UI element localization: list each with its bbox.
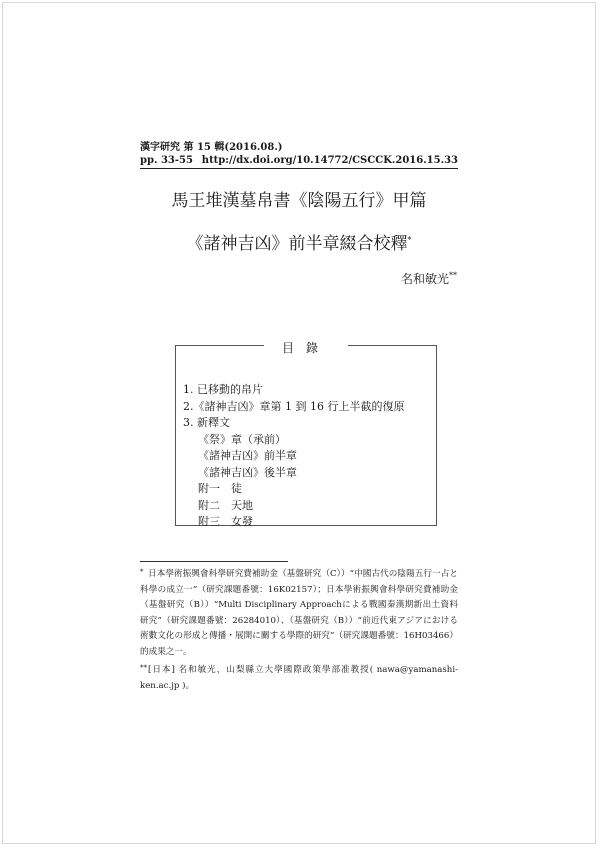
toc-subitem: 附二 天地 [198, 498, 253, 512]
title-line-1: 馬王堆漢墓帛書《陰陽五行》甲篇 [171, 191, 427, 211]
footnote-rule [140, 561, 288, 562]
toc-subitem: 《諸神吉凶》前半章 [198, 449, 297, 462]
author-name: 名和敏光 [400, 272, 449, 286]
footnote-1-mark: * [140, 568, 144, 576]
doi-link[interactable]: http://dx.doi.org/10.14772/CSCCK.2016.15.33 [201, 155, 458, 166]
toc-item: 2.《諸神吉凶》章第 1 到 16 行上半截的復原 [183, 399, 405, 413]
title-footnote-mark[interactable]: * [407, 235, 412, 245]
footnote-1-text: 日本學術振興會科學研究費補助金（基盤研究（C））“中國古代の陰陽五行一占と科學の成立一”（研究課題番號：16K02157）；日本學術振興會科學研究費補助金（基盤研究（B））“Multi Disciplinary Approachによる戰國秦漢期新出土資料研究”（研究課題番號：26284010）、（基盤研究（B））“前近代東アジアにおける術數文化の形成と傳播・展開に關する學際的研究”（研究課題番號：16H03466）的成果之一。 [140, 569, 458, 657]
page-range: pp. 33-55 [140, 155, 193, 166]
footnote-2 [140, 663, 458, 694]
toc-subitem: 附一 徒 [198, 482, 242, 495]
toc-list [183, 382, 404, 531]
footnote-2-mark: ** [140, 664, 147, 672]
toc-heading: 目錄 [264, 341, 348, 355]
toc-item: 1. 已移動的帛片 [183, 383, 263, 396]
title-line-2 [140, 233, 458, 255]
footnote-2-text: [日本] 名和敏光，山梨縣立大學國際政策學部准教授( nawa@yamanashi-ken.ac.jp )。 [140, 665, 458, 691]
author [401, 271, 457, 287]
toc-subitem: 附三 女發 [198, 515, 253, 528]
toc-subitem: 《諸神吉凶》後半章 [198, 465, 297, 479]
toc-subitem: 《祭》章（承前） [198, 432, 286, 446]
table-of-contents [175, 341, 437, 528]
footnote-1 [140, 567, 458, 660]
author-footnote-mark[interactable]: ** [449, 271, 457, 280]
page-range-row [140, 154, 458, 167]
journal-info: 漢字研究 第 15 輯(2016.08.) [140, 142, 283, 153]
header-rule [140, 168, 458, 169]
toc-heading-wrap [176, 337, 436, 356]
toc-item: 3. 新釋文 [183, 416, 230, 429]
title-line-2-text: 《諸神吉凶》前半章綴合校釋 [186, 234, 408, 254]
